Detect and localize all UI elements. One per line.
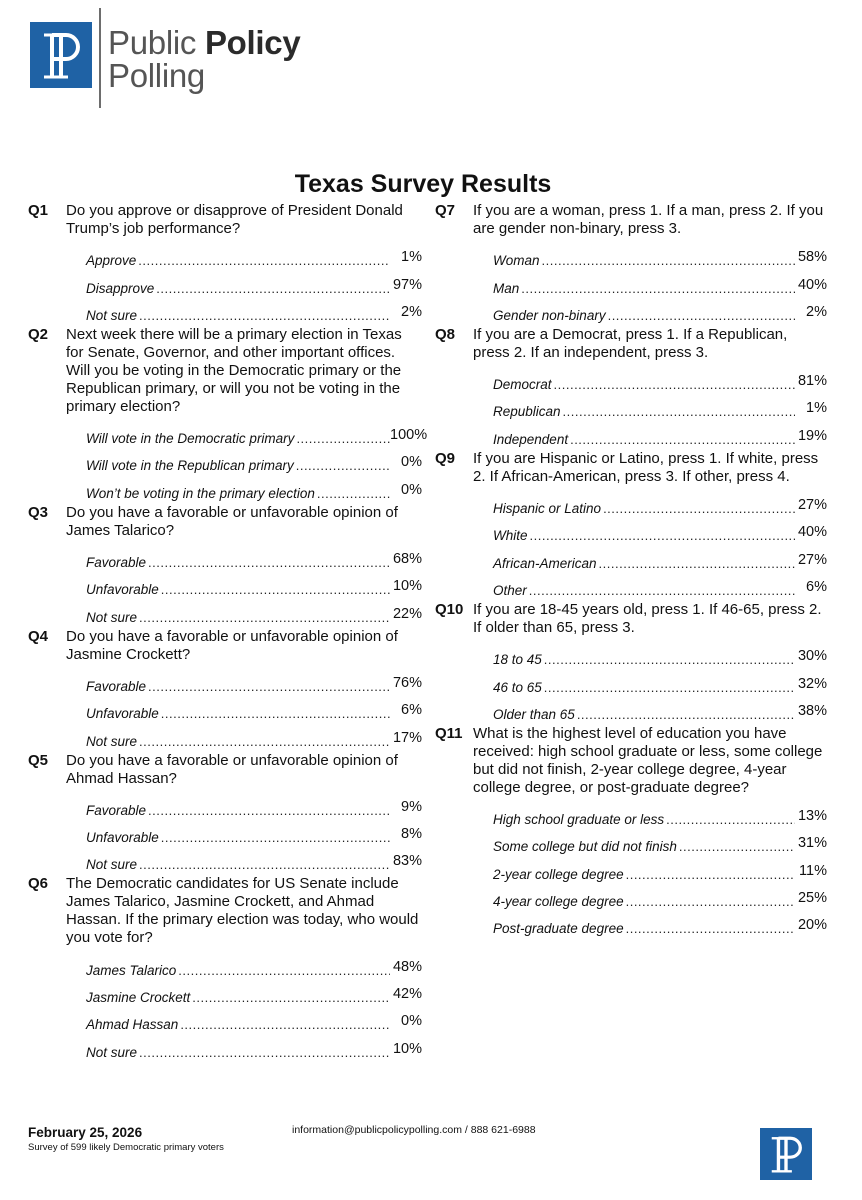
answer-label: Not sure [86,857,138,873]
answer-list [66,546,422,628]
answer-row [473,885,827,912]
question-q4 [28,628,422,752]
answer-label: Approve [86,253,137,269]
answer-row [473,492,827,519]
question-text: Do you approve or disapprove of President Donald Trump’s job performance? [66,202,403,237]
answer-row [66,244,422,271]
answer-percent: 6% [401,702,422,719]
answer-percent: 76% [392,674,422,691]
question-number: Q7 [435,202,456,219]
answer-percent: 42% [392,986,422,1003]
answer-list [66,670,422,752]
dot-leader [190,990,390,1008]
answer-row [473,643,827,670]
brand-name [108,26,300,92]
answer-row [66,953,422,980]
dot-leader [606,308,795,326]
answer-label: Democrat [493,377,552,393]
answer-label: White [493,528,528,544]
answer-label: Older than 65 [493,706,575,722]
answer-percent: 0% [401,454,422,471]
answer-row [473,830,827,857]
dot-leader [527,583,795,601]
answer-row [66,794,422,821]
answer-row [473,857,827,884]
answer-list [473,244,827,326]
dot-leader [542,680,795,698]
dot-leader [575,707,795,725]
answer-percent: 6% [806,578,827,595]
dot-leader [552,377,795,395]
answer-row [473,368,827,395]
footer-contact: information@publicpolicypolling.com / 888 621-6988 [292,1124,536,1136]
answer-list [473,643,827,725]
answer-percent: 30% [797,648,827,665]
question-q11 [435,725,827,939]
answer-row [473,271,827,298]
answer-label: 46 to 65 [493,679,542,695]
answer-row [66,299,422,326]
answer-list [66,422,428,504]
answer-row [473,698,827,725]
answer-row [473,803,827,830]
answer-percent: 10% [392,1040,422,1057]
dot-leader [137,857,390,875]
answer-list [473,492,827,601]
dot-leader [624,921,795,939]
ppp-logo-icon [30,22,92,88]
answer-percent: 17% [392,729,422,746]
answer-label: Other [493,582,527,598]
answer-label: Favorable [86,555,147,571]
dot-leader [136,253,390,271]
answer-row [66,1008,422,1035]
question-text: If you are a Democrat, press 1. If a Republican, press 2. If an independent, press 3. [473,325,788,361]
answer-label: Won’t be voting in the primary election [86,485,315,501]
answer-row [473,422,827,449]
question-q9 [435,450,827,601]
answer-label: Independent [493,431,569,447]
footer-survey-note: Survey of 599 likely Democratic primary voters [28,1142,224,1153]
answer-percent: 83% [392,853,422,870]
question-number: Q2 [28,325,49,343]
ppp-footer-logo-icon [760,1128,812,1180]
answer-label: 4-year college degree [493,894,624,910]
answer-percent: 1% [806,400,827,417]
dot-leader [540,253,795,271]
dot-leader [146,679,390,697]
answer-percent: 2% [401,303,422,320]
answer-label: Not sure [86,307,138,323]
answer-label: Jasmine Crockett [86,990,191,1006]
question-text: Next week there will be a primary election in Texas for Senate, Governor, and other important offices. Will you be voting in the Democratic primary or the Republican primary, or will you not be voting in the primary election? [66,325,402,415]
question-number: Q4 [28,627,49,645]
question-text: If you are 18-45 years old, press 1. If 46-65, press 2. If older than 65, press 3. [473,600,822,636]
answer-list [66,953,422,1062]
dot-leader [519,281,795,299]
answer-list [473,368,827,450]
answer-percent: 38% [797,702,827,719]
answer-percent: 13% [797,808,827,825]
answer-label: Unfavorable [86,830,159,846]
question-number: Q5 [28,751,49,769]
answer-percent: 20% [797,917,827,934]
answer-label: Gender non-binary [493,307,606,323]
question-text: Do you have a favorable or unfavorable opinion of James Talarico? [66,503,398,539]
answer-percent: 32% [797,675,827,692]
answer-list [66,794,422,876]
dot-leader [154,281,390,299]
answer-percent: 48% [392,958,422,975]
answer-label: Favorable [86,802,147,818]
answer-label: James Talarico [86,962,177,978]
dot-leader [137,308,390,326]
answer-label: Man [493,280,520,296]
answer-percent: 19% [797,427,827,444]
logo-divider [99,8,101,108]
dot-leader [146,555,390,573]
answer-label: High school graduate or less [493,812,665,828]
dot-leader [528,528,795,546]
answer-percent: 97% [392,276,422,293]
question-text: If you are Hispanic or Latino, press 1. If white, press 2. If African-American, press 3. If other, press 4. [473,449,819,485]
answer-percent: 0% [401,1013,422,1030]
answer-label: Not sure [86,1044,138,1060]
answer-row [66,422,428,449]
question-number: Q3 [28,503,49,521]
answer-percent: 10% [392,578,422,595]
answer-row [473,912,827,939]
dot-leader [624,867,795,885]
dot-leader [294,458,390,476]
answer-percent: 40% [797,276,827,293]
page-title: Texas Survey Results [294,170,552,198]
dot-leader [315,486,390,504]
dot-leader [597,556,795,574]
answer-label: Unfavorable [86,582,159,598]
answer-percent: 81% [797,373,827,390]
dot-leader [568,432,795,450]
answer-label: Republican [493,404,561,420]
answer-row [66,848,422,875]
question-number: Q6 [28,875,49,893]
dot-leader [601,501,795,519]
answer-percent: 9% [401,798,422,815]
answer-row [473,670,827,697]
question-number: Q1 [28,202,49,219]
question-number: Q9 [435,449,456,467]
question-q2 [28,325,428,504]
answer-percent: 40% [797,524,827,541]
answer-label: Favorable [86,678,147,694]
dot-leader [137,734,390,752]
question-text: The Democratic candidates for US Senate include James Talarico, Jasmine Crockett, and Ahmad Hassan. If the primary election was today, who would you vote for? [66,875,419,947]
dot-leader [178,1017,390,1035]
dot-leader [677,839,795,857]
answer-label: Not sure [86,609,138,625]
question-text: Do you have a favorable or unfavorable opinion of Jasmine Crockett? [66,627,398,663]
answer-label: Woman [493,253,540,269]
answer-row [66,449,422,476]
answer-label: Hispanic or Latino [493,501,602,517]
dot-leader [561,404,795,422]
answer-label: Disapprove [86,280,155,296]
dot-leader [137,610,390,628]
answer-label: Not sure [86,733,138,749]
answer-row [473,574,827,601]
answer-row [473,395,827,422]
answer-label: Post-graduate degree [493,921,624,937]
answer-row [66,981,422,1008]
answer-row [66,600,422,627]
answer-percent: 31% [797,835,827,852]
answer-label: 2-year college degree [493,866,624,882]
answer-row [473,299,827,326]
question-q8 [435,326,827,450]
question-q3 [28,504,422,628]
question-number: Q11 [435,724,463,742]
answer-row [66,476,422,503]
question-text: If you are a woman, press 1. If a man, press 2. If you are gender non-binary, press 3. [473,202,824,237]
dot-leader [664,812,795,830]
left-column [28,202,428,1063]
question-number: Q10 [435,600,464,618]
answer-row [66,670,422,697]
answer-row [473,244,827,271]
brand-word-1: Public [108,24,197,61]
answer-row [66,724,422,751]
dot-leader [294,431,390,449]
dot-leader [542,652,795,670]
dot-leader [159,830,390,848]
dot-leader [159,706,390,724]
answer-row [473,519,827,546]
footer-date: February 25, 2026 [28,1125,143,1140]
question-q1 [28,202,422,326]
answer-percent: 68% [392,551,422,568]
question-number: Q8 [435,325,456,343]
brand-line-2: Polling [108,57,205,94]
answer-list [473,803,827,939]
question-q10 [435,601,827,725]
answer-row [66,821,422,848]
answer-row [66,1035,422,1062]
brand-word-2: Policy [204,24,301,61]
answer-list [66,244,422,326]
dot-leader [624,894,795,912]
answer-row [66,697,422,724]
answer-label: Unfavorable [86,706,159,722]
answer-label: 18 to 45 [493,652,542,668]
answer-percent: 100% [390,427,428,444]
answer-row [66,573,422,600]
question-q7 [435,202,827,326]
question-text: Do you have a favorable or unfavorable opinion of Ahmad Hassan? [66,751,398,787]
dot-leader [137,1045,390,1063]
dot-leader [159,582,390,600]
question-q6 [28,875,422,1062]
answer-percent: 27% [797,551,827,568]
answer-label: African-American [493,555,597,571]
answer-percent: 27% [797,497,827,514]
right-column [435,202,827,939]
answer-percent: 8% [401,826,422,843]
answer-row [66,546,422,573]
dot-leader [146,803,390,821]
answer-percent: 22% [392,605,422,622]
dot-leader [176,963,390,981]
answer-percent: 2% [806,303,827,320]
question-q5 [28,752,422,876]
answer-percent: 58% [797,249,827,266]
answer-percent: 25% [797,890,827,907]
answer-percent: 11% [799,862,827,879]
answer-label: Will vote in the Democratic primary [86,431,295,447]
answer-row [473,546,827,573]
question-text: What is the highest level of education you have received: high school graduate or less, some college but did not finish, 2-year college degree, 4-year college degree, or post-graduate degree? [473,724,823,796]
answer-percent: 1% [401,249,422,266]
answer-label: Ahmad Hassan [86,1017,179,1033]
answer-label: Will vote in the Republican primary [86,458,294,474]
answer-label: Some college but did not finish [493,839,677,855]
answer-row [66,271,422,298]
answer-percent: 0% [401,481,422,498]
